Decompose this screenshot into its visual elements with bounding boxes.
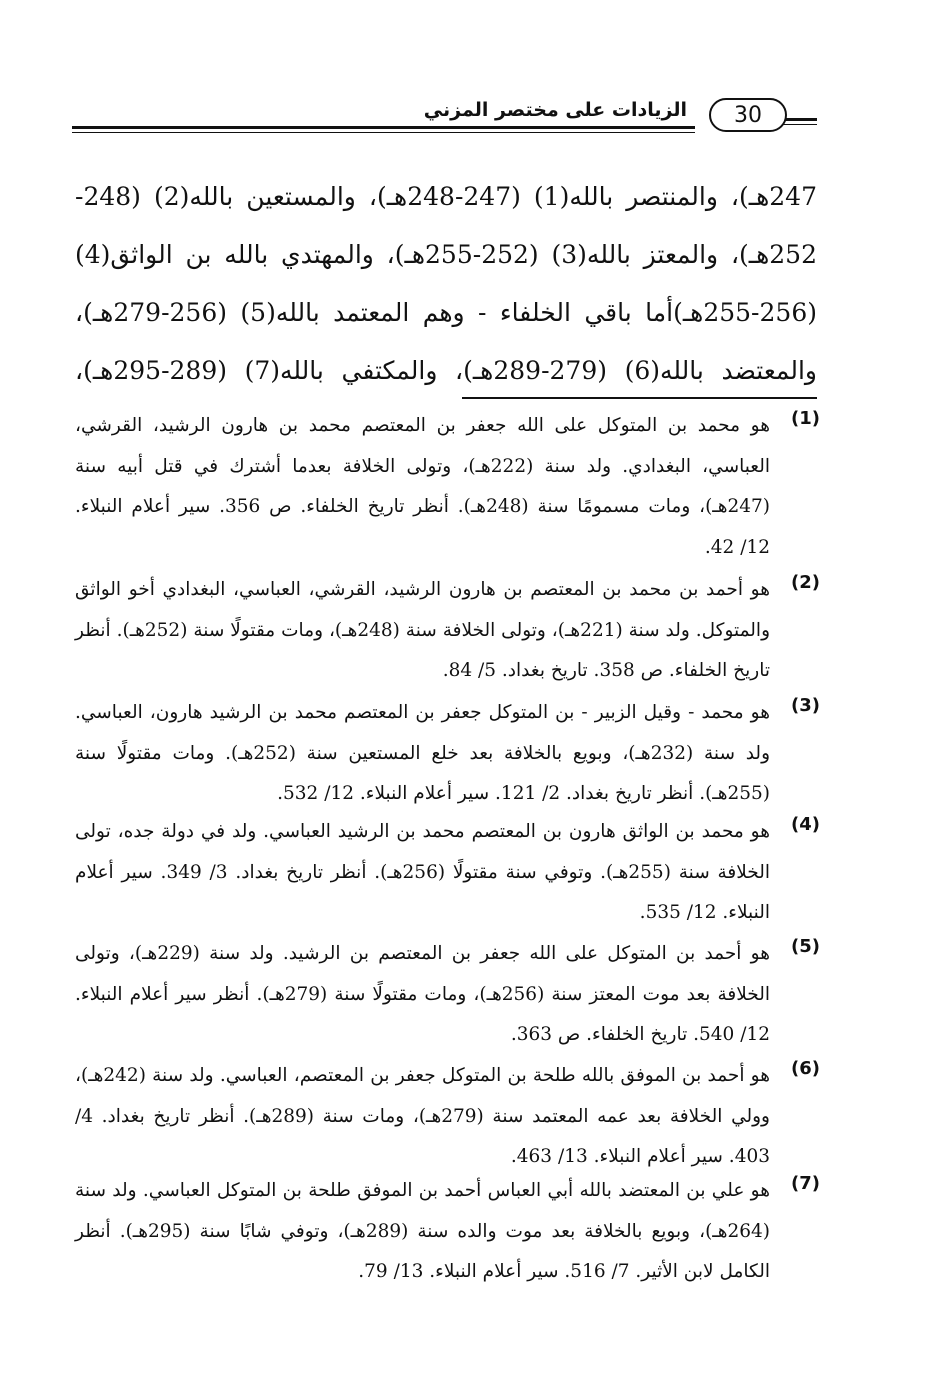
footnote-text: هو محمد بن الواثق هارون بن المعتصم محمد بن الرشيد العباسي. ولد في دولة جده، تولى الخلافة سنة (255هـ). وتوفي سنة مقتولًا (256هـ). أنظر تاريخ بغداد. 3/ 349. سير أعلام النبلاء. 12/ 535. xyxy=(75,821,771,923)
footnote-text: هو علي بن المعتضد بالله أبي العباس أحمد بن الموفق طلحة بن المتوكل العباسي. ولد سنة (264هـ)، وبويع بالخلافة بعد موت والده سنة (289هـ)، وتوفي شابًا سنة (295هـ). أنظر الكامل لابن الأثير. 7/ 516. سير أعلام النبلاء. 13/ 79. xyxy=(75,1180,770,1282)
footnote-number: (1) xyxy=(791,408,820,429)
footnote xyxy=(75,1171,820,1294)
footnote-number: (4) xyxy=(791,814,820,835)
footnote-number: (3) xyxy=(791,695,820,716)
header-rule-right xyxy=(783,118,817,121)
footnotes xyxy=(75,406,820,1294)
footnote-number: (5) xyxy=(791,936,820,957)
footnote-separator xyxy=(462,397,817,399)
footnote-text: هو أحمد بن محمد بن المعتصم بن هارون الرشيد، القرشي، العباسي، البغدادي أخو الواثق والمتوكل. ولد سنة (221هـ)، وتولى الخلافة سنة (248هـ)، ومات مقتولًا سنة (252هـ). أنظر تاريخ الخلفاء. ص 358. تاريخ بغداد. 5/ 84. xyxy=(75,579,771,681)
footnote xyxy=(75,812,820,934)
main-text xyxy=(75,168,817,400)
footnote xyxy=(75,693,820,812)
page-header xyxy=(72,96,817,136)
footnote xyxy=(75,934,820,1056)
main-text-line: 247هـ)، والمنتصر بالله(1) (247-248هـ)، والمستعين بالله(2) (248- xyxy=(75,182,817,211)
page-number: 30 xyxy=(709,98,787,132)
footnote-text: هو محمد - وقيل الزبير - بن المتوكل جعفر بن المعتصم محمد بن الرشيد هارون، العباسي. ولد سنة (232هـ)، وبويع بالخلافة بعد خلع المستعين سنة (252هـ). ومات مقتولًا سنة (255هـ). أنظر تاريخ بغداد. 2/ 121. سير أعلام النبلاء. 12/ 532. xyxy=(75,702,771,804)
footnote-number: (6) xyxy=(791,1058,820,1079)
main-text-line: والمعتضد بالله(6) (279-289هـ)، والمكتفي بالله(7) (289-295هـ)، xyxy=(75,356,817,385)
header-rule-right-thin xyxy=(783,124,817,125)
main-text-line: 252هـ)، والمعتز بالله(3) (252-255هـ)، والمهتدي بالله بن الواثق(4) xyxy=(75,240,817,269)
footnote-text: هو أحمد بن المتوكل على الله جعفر بن المعتصم بن الرشيد. ولد سنة (229هـ)، وتولى الخلافة بعد موت المعتز سنة (256هـ)، ومات مقتولًا سنة (279هـ). أنظر سير أعلام النبلاء. 12/ 540. تاريخ الخلفاء. ص 363. xyxy=(75,943,770,1045)
main-text-line: (255-256هـ)أما باقي الخلفاء - وهم المعتمد بالله(5) (256-279هـ)، xyxy=(75,298,817,327)
footnote-text: هو محمد بن المتوكل على الله جعفر بن المعتصم محمد بن هارون الرشيد، القرشي، العباسي، البغدادي. ولد سنة (222هـ)، وتولى الخلافة بعدما أشترك في قتل أبيه سنة (247هـ)، ومات مسمومًا سنة (248هـ). أنظر تاريخ الخلفاء. ص 356. سير أعلام النبلاء. 12/ 42. xyxy=(75,415,770,558)
running-title: الزيادات على مختصر المزني xyxy=(423,99,687,121)
footnote xyxy=(75,1056,820,1171)
header-rule xyxy=(72,126,695,129)
footnote-number: (2) xyxy=(791,572,820,593)
footnote-number: (7) xyxy=(791,1173,820,1194)
header-rule-thin xyxy=(72,132,695,133)
footnote xyxy=(75,406,820,570)
footnote-text: هو أحمد بن الموفق بالله طلحة بن المتوكل جعفر بن المعتصم، العباسي. ولد سنة (242هـ)، وولي الخلافة بعد عمه المعتمد سنة (279هـ)، ومات سنة (289هـ). أنظر تاريخ بغداد. 4/ 403. سير أعلام النبلاء. 13/ 463. xyxy=(75,1065,770,1167)
footnote xyxy=(75,570,820,693)
